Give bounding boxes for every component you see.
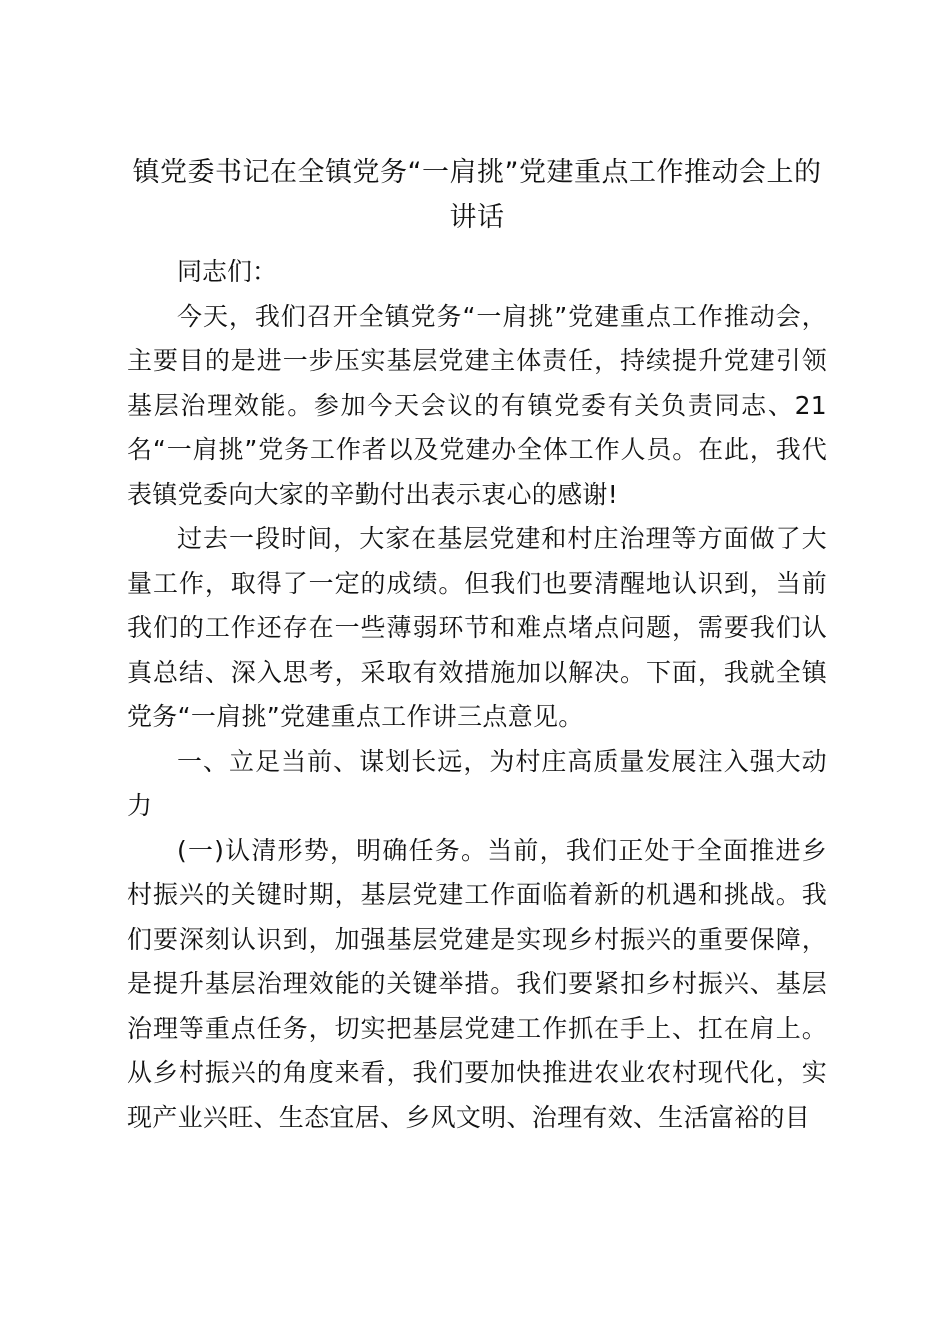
paragraph-subsection-one: (一)认清形势，明确任务。当前，我们正处于全面推进乡村振兴的关键时期，基层党建工作面临着新的机遇和挑战。我们要深刻认识到，加强基层党建是实现乡村振兴的重要保障，是提升基层治理效能的关键举措。我们要紧扣乡村振兴、基层治理等重点任务，切实把基层党建工作抓在手上、扛在肩上。从乡村振兴的角度来看，我们要加快推进农业农村现代化，实现产业兴旺、生态宜居、乡风文明、治理有效、生活富裕的目 (127, 835, 827, 1132)
paragraph-review: 过去一段时间，大家在基层党建和村庄治理等方面做了大量工作，取得了一定的成绩。但我们也要清醒地认识到，当前我们的工作还存在一些薄弱环节和难点堵点问题，需要我们认真总结、深入思考，采取有效措施加以解决。下面，我就全镇党务“一肩挑”党建重点工作讲三点意见。 (127, 524, 827, 731)
document-page (127, 150, 827, 1140)
document-title: 镇党委书记在全镇党务“一肩挑”党建重点工作推动会上的讲话 (132, 157, 822, 233)
paragraph-opening: 今天，我们召开全镇党务“一肩挑”党建重点工作推动会，主要目的是进一步压实基层党建主体责任，持续提升党建引领基层治理效能。参加今天会议的有镇党委有关负责同志、21名“一肩挑”党务工作者以及党建办全体工作人员。在此，我代表镇党委向大家的辛勤付出表示衷心的感谢! (127, 301, 827, 509)
greeting: 同志们： (177, 257, 278, 286)
section-heading-one: 一、立足当前、谋划长远，为村庄高质量发展注入强大动力 (127, 746, 827, 820)
